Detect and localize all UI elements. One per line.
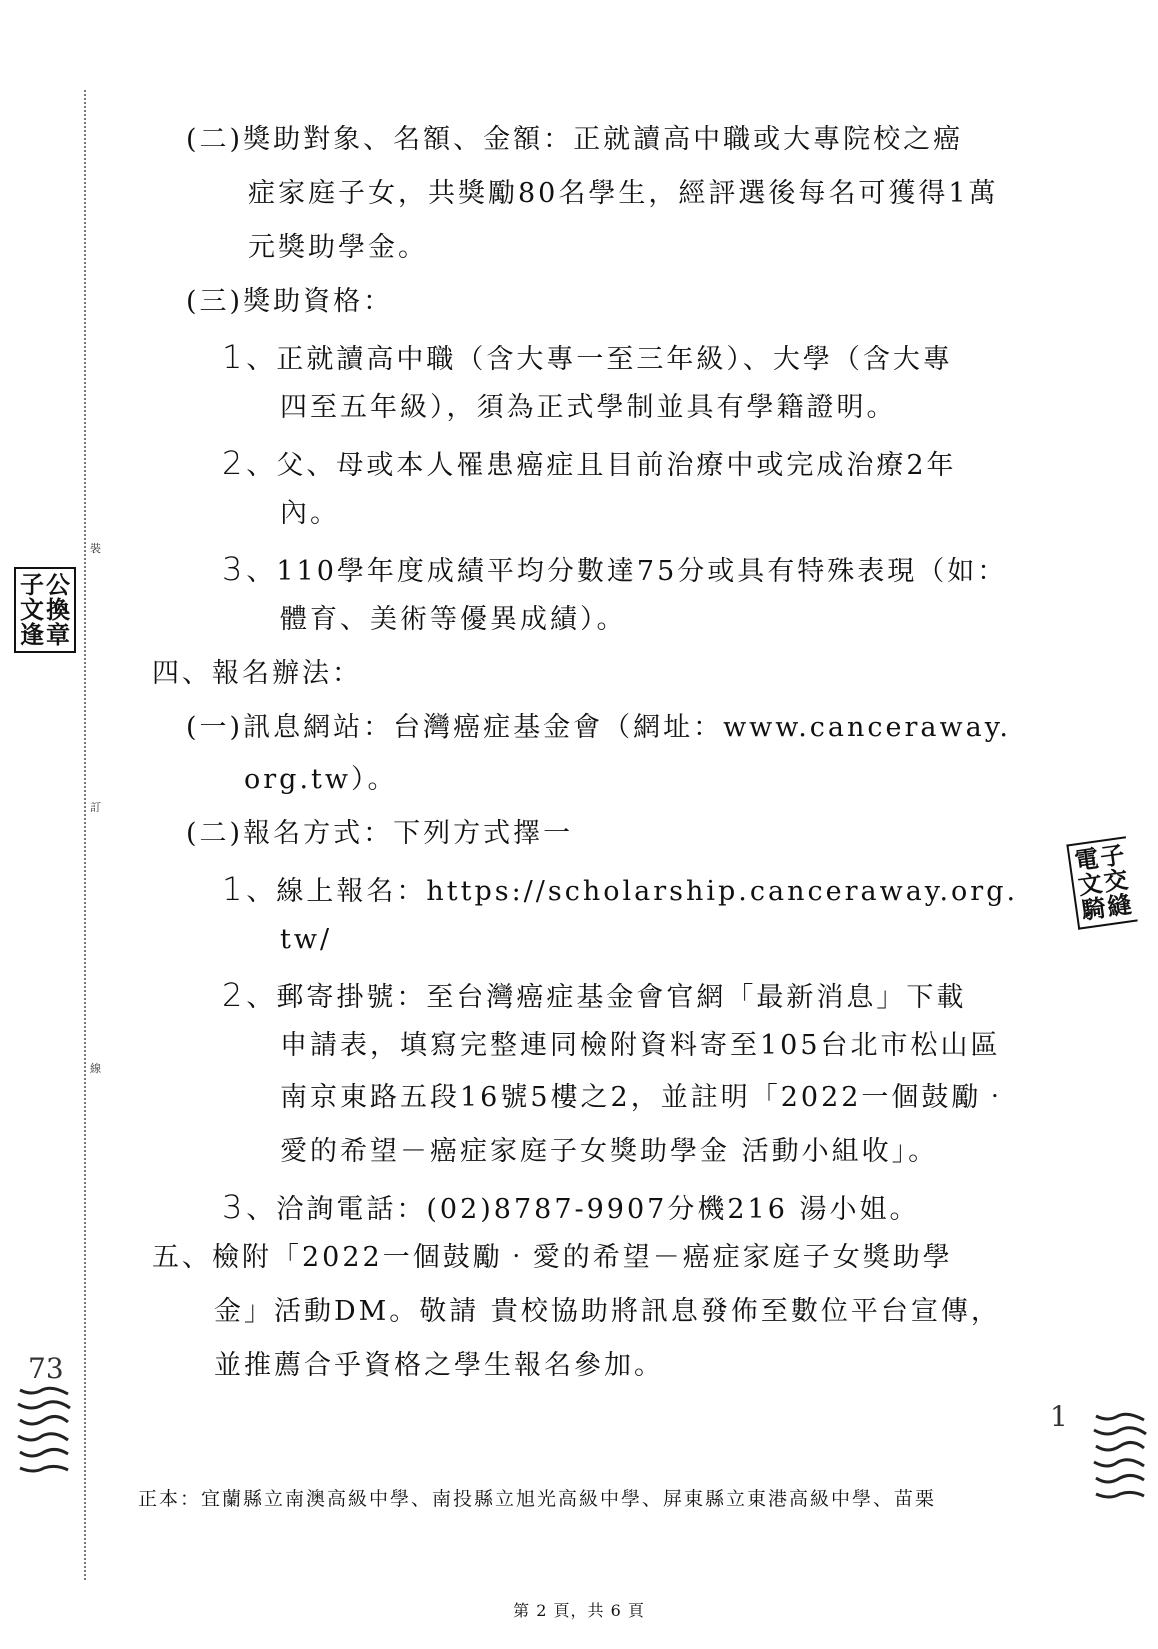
body-line: 內。	[280, 498, 340, 529]
section-item-info-website: (一)訊息網站：台灣癌症基金會（網址：www.canceraway.	[186, 712, 1011, 743]
section-item-registration-method: (二)報名方式：下列方式擇一	[186, 818, 574, 849]
binding-line	[84, 90, 86, 1580]
binding-char-ding: 訂	[90, 801, 101, 814]
wavy-seal-right-icon	[1090, 1412, 1150, 1502]
body-line: 南京東路五段16號5樓之2，並註明「2022一個鼓勵‧	[280, 1082, 1012, 1113]
seal-stamp-right: 電 子 文 交 騎 縫	[1066, 836, 1137, 929]
body-line: 愛的希望－癌症家庭子女獎助學金 活動小組收」。	[280, 1136, 939, 1167]
seal-stamp-left: 子 公 文 換 逢 章	[14, 567, 76, 653]
list-item-contact-phone: 3 、洽詢電話：(02)8787-9907分機216 湯小姐。	[222, 1188, 920, 1226]
body-line: org.tw）。	[244, 764, 398, 795]
sheet-number-right: 1	[1050, 1400, 1068, 1433]
binding-char-zhuang: 裝	[90, 542, 101, 555]
list-item-online-registration: 1 、線上報名：https://scholarship.canceraway.org.	[222, 870, 1019, 908]
list-item-mail-registration: 2 、郵寄掛號：至台灣癌症基金會官網「最新消息」下載	[222, 976, 967, 1014]
body-line: 金」活動DM。敬請 貴校協助將訊息發佈至數位平台宣傳，	[214, 1296, 1001, 1327]
body-line: 體育、美術等優異成績）。	[280, 604, 627, 635]
page-footer: 第 2 頁，共 6 頁	[513, 1601, 645, 1620]
body-line: tw/	[280, 924, 333, 955]
sheet-number-left: 73	[28, 1352, 64, 1385]
body-line: 申請表，填寫完整連同檢附資料寄至105台北市松山區	[280, 1030, 1001, 1061]
body-line: 並推薦合乎資格之學生報名參加。	[214, 1350, 664, 1381]
section-item-eligibility-quota: (二)獎助對象、名額、金額：正就讀高中職或大專院校之癌	[186, 124, 964, 155]
body-line: 四至五年級），須為正式學制並具有學籍證明。	[280, 392, 897, 423]
binding-char-xian: 線	[90, 1062, 101, 1075]
section-item-qualifications: (三)獎助資格：	[186, 286, 394, 317]
body-line: 症家庭子女，共獎勵80名學生，經評選後每名可獲得1萬	[248, 178, 999, 209]
body-line: 元獎助學金。	[248, 232, 428, 263]
section-heading-registration: 四、報名辦法：	[152, 658, 362, 689]
wavy-seal-left-icon	[14, 1386, 74, 1476]
list-item-qualification-1: 1 、正就讀高中職（含大專一至三年級）、大學（含大專	[222, 338, 953, 376]
list-item-qualification-2: 2 、父、母或本人罹患癌症且目前治療中或完成治療2年	[222, 444, 957, 482]
list-item-qualification-3: 3 、110學年度成績平均分數達75分或具有特殊表現（如：	[222, 550, 1008, 588]
cc-recipients: 正本：宜蘭縣立南澳高級中學、南投縣立旭光高級中學、屏東縣立東港高級中學、苗栗	[138, 1488, 937, 1510]
section-heading-attachment: 五、檢附「2022一個鼓勵‧愛的希望－癌症家庭子女獎助學	[152, 1242, 953, 1273]
